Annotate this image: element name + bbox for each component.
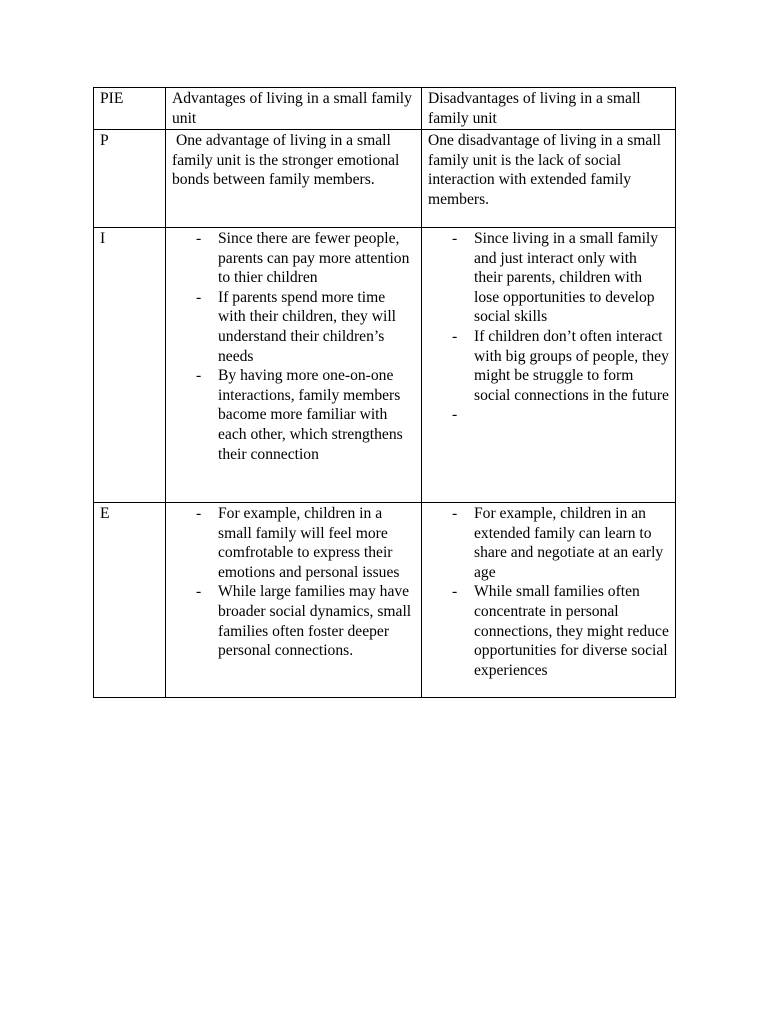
header-cell-disadvantages: Disadvantages of living in a small family unit [422,88,676,130]
table-row-illustration [94,228,676,503]
list-item-text: If parents spend more time with their children, they will understand their children’s needs [218,288,396,365]
list-item-text: If children don’t often interact with big groups of people, they might be struggle to form social connections in the future [474,327,669,404]
explanation-disadvantages-list [428,504,669,680]
list-item-text: For example, children in a small family will feel more comfrotable to express their emotions and personal issues [218,505,400,581]
list-item [428,229,669,327]
list-item [428,327,669,405]
illustration-disadvantages-list [428,229,669,425]
row-label-p: P [94,130,166,228]
point-advantage-text: One advantage of living in a small family unit is the stronger emotional bonds between family members. [172,132,400,189]
cell-explanation-advantages [166,503,422,698]
list-item [172,366,415,464]
header-cell-advantages: Advantages of living in a small family unit [166,88,422,130]
list-item [428,582,669,680]
list-item-text: By having more one-on-one interactions, family members bacome more familiar with each other, which strengthens their connection [218,367,403,463]
dash-bullet: - [452,505,458,522]
row-label-e: E [94,503,166,698]
list-item [172,582,415,660]
dash-bullet: - [452,327,458,345]
list-item-text: Since there are fewer people, parents can pay more attention to thier children [218,230,410,287]
list-item [172,288,415,366]
dash-bullet: - [452,406,458,424]
cell-illustration-disadvantages [422,228,676,503]
list-item-text: Since living in a small family and just interact only with their parents, children with lose opportunities to develop social skills [474,230,659,326]
list-item [428,405,669,425]
dash-bullet: - [452,583,458,601]
dash-bullet: - [452,230,458,247]
dash-bullet: - [196,583,202,601]
list-item [172,229,415,288]
row-label-i: I [94,228,166,503]
cell-illustration-advantages [166,228,422,503]
dash-bullet: - [196,230,202,247]
explanation-advantages-list [172,504,415,661]
header-cell-pie: PIE [94,88,166,130]
cell-point-disadvantage: One disadvantage of living in a small family unit is the lack of social interaction with extended family members. [422,130,676,228]
table-row-explanation [94,503,676,698]
list-item [428,504,669,582]
list-item [172,504,415,582]
table-row-point [94,130,676,228]
dash-bullet: - [196,288,202,306]
cell-explanation-disadvantages [422,503,676,698]
pie-table [93,87,676,698]
list-item-text: While small families often concentrate in personal connections, they might reduce opportunities for diverse social experiences [474,583,669,679]
dash-bullet: - [196,505,202,522]
list-item-text: While large families may have broader social dynamics, small families often foster deeper personal connections. [218,583,412,660]
table-header-row [94,88,676,130]
illustration-advantages-list [172,229,415,464]
dash-bullet: - [196,367,202,385]
list-item-text: For example, children in an extended family can learn to share and negotiate at an early age [474,505,664,581]
cell-point-advantage [166,130,422,228]
